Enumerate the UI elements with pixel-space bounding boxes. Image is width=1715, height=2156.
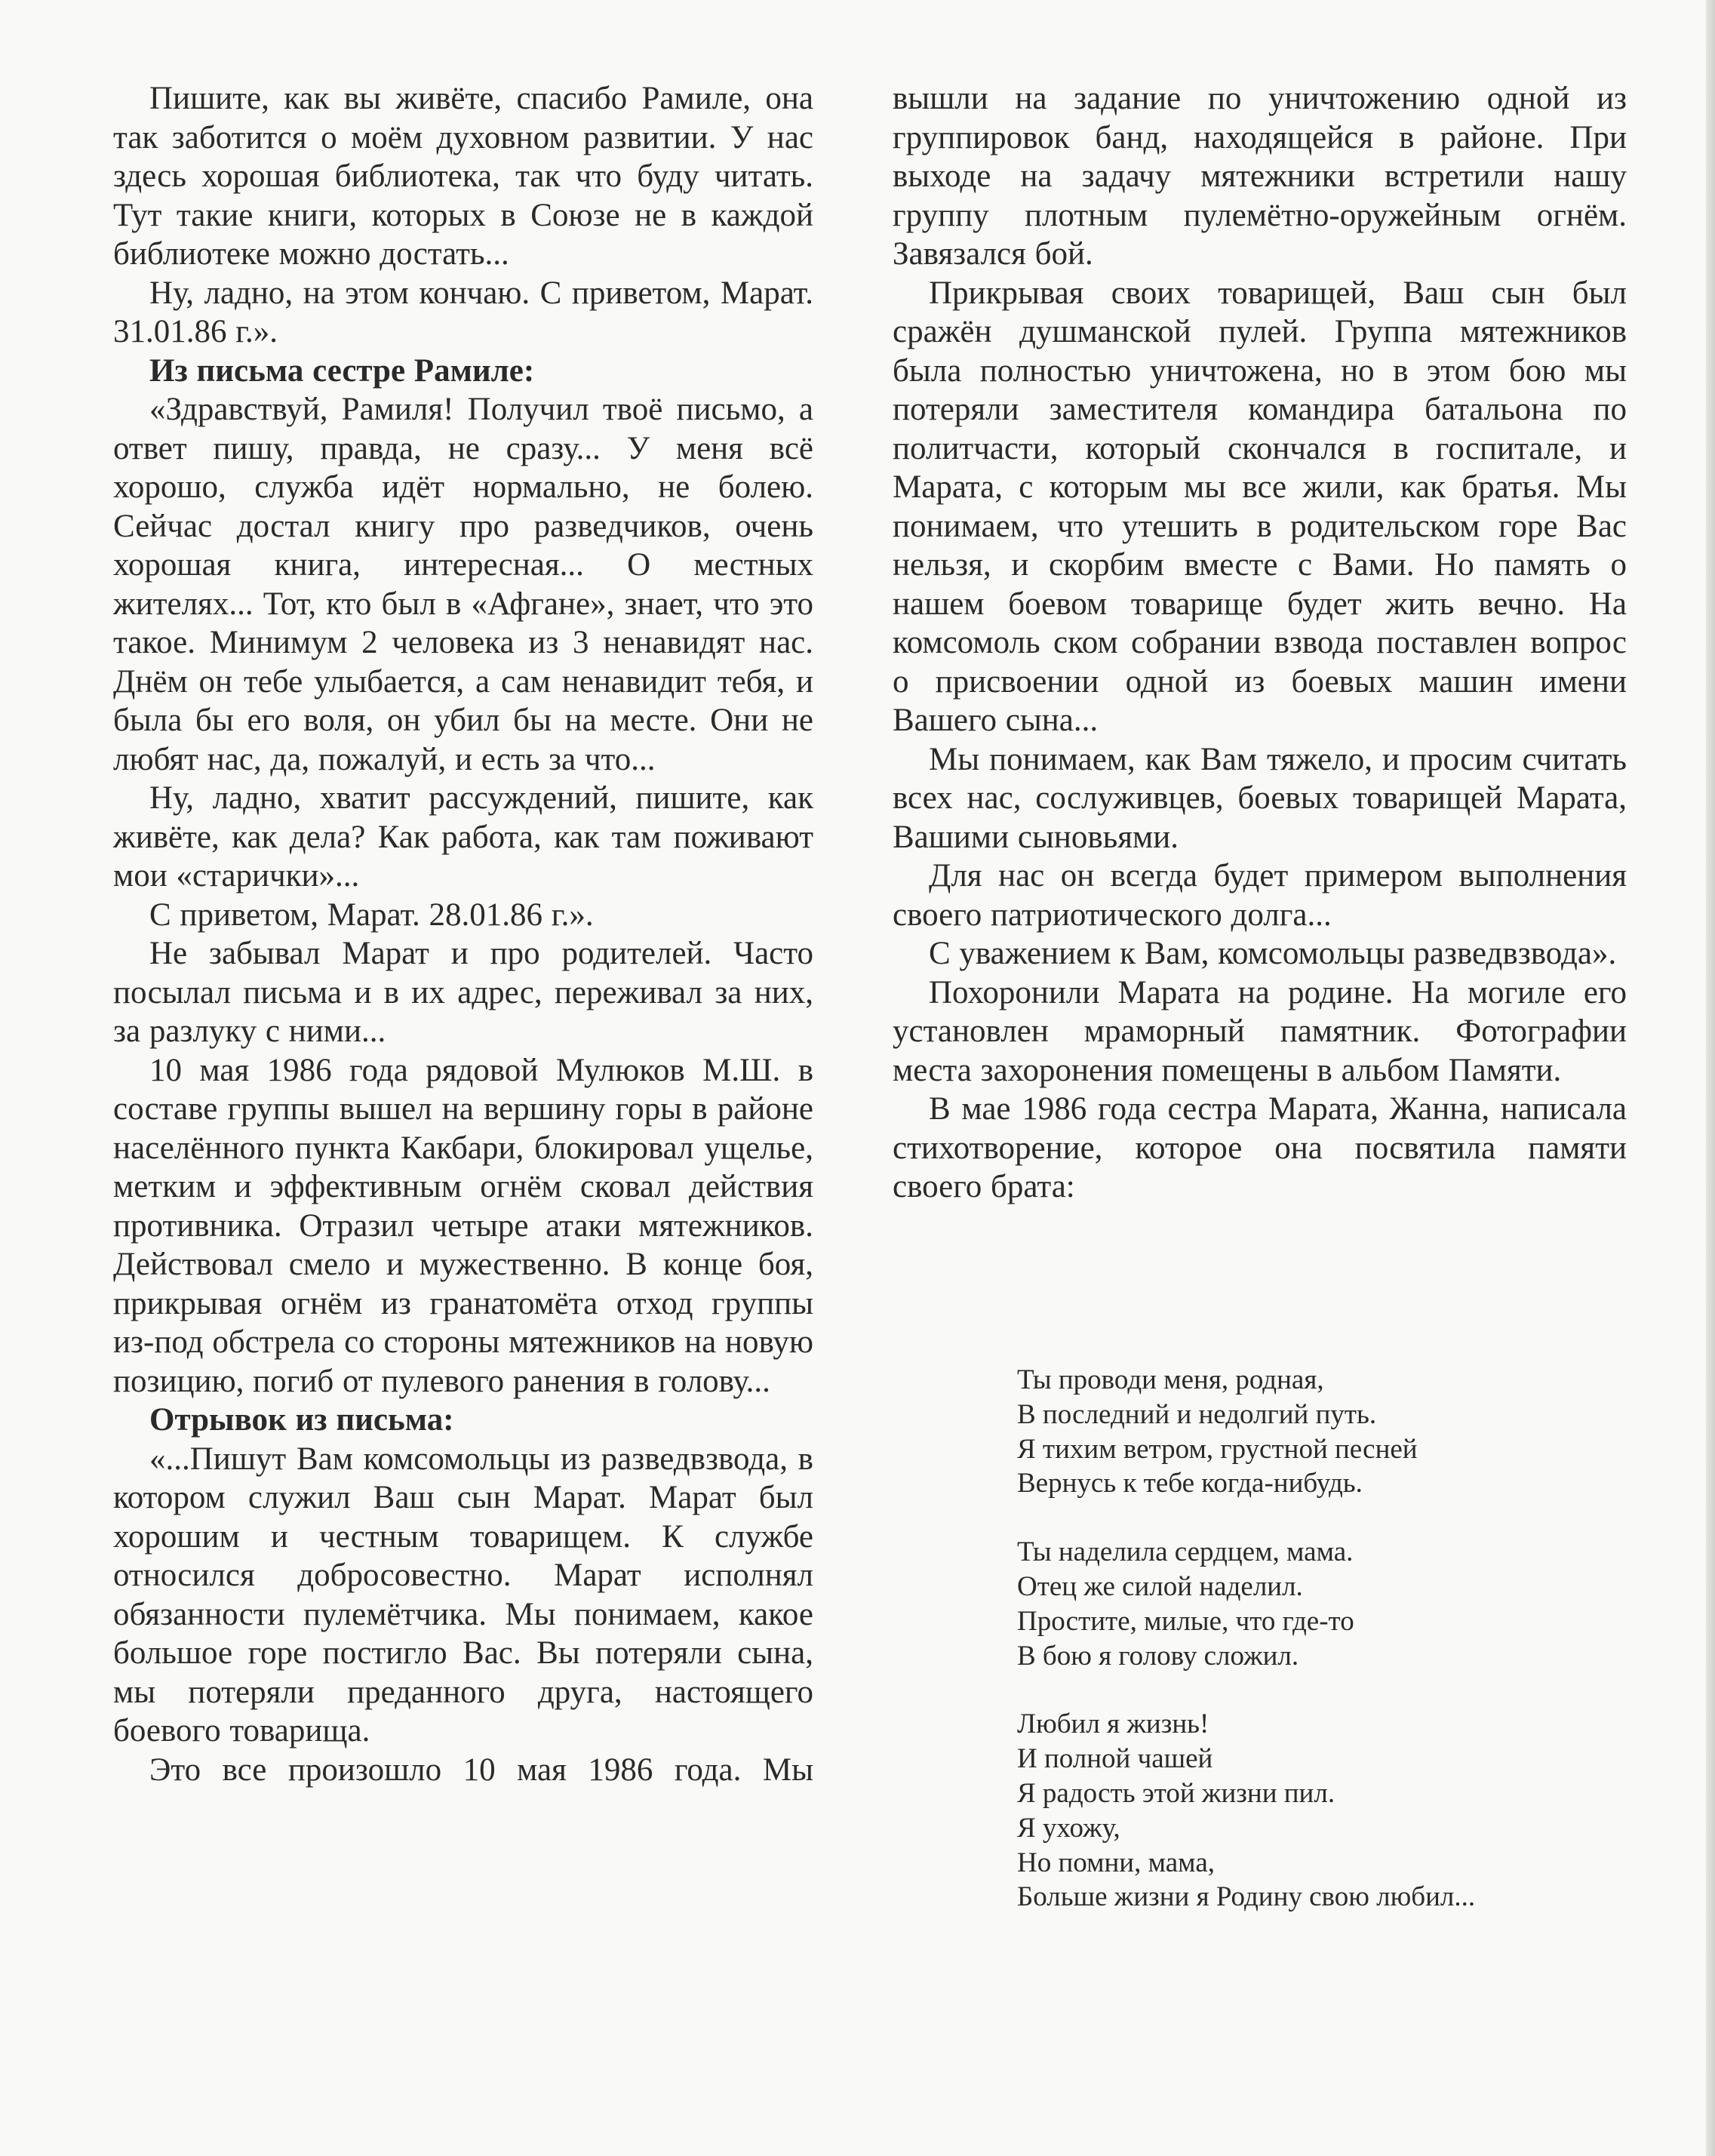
paragraph: вышли на задание по уничтожению одной из группировок банд, находящейся в районе. При выходе на задачу мятежники встретили нашу группу плотным пулемётно-оружейным огнём. Завязался бой. [893,81,1627,272]
poem-line: В бою я голову сложил. [1017,1640,1299,1672]
paragraph: Пишите, как вы живёте, спасибо Рамиле, она так заботится о моём духовном развитии. У нас здесь хорошая библиотека, так что буду читать. Тут такие книги, которых в Союзе не в каждой библиотеке можно достать... [113,81,813,272]
poem-line: Я ухожу, [1017,1812,1120,1844]
paragraph: В мае 1986 года сестра Марата, Жанна, написала стихотворение, которое она посвятила памяти своего брата: [893,1091,1627,1204]
paragraph: Ну, ладно, хватит рассуждений, пишите, как живёте, как дела? Как работа, как там поживают мои «старички»... [113,780,813,893]
poem [1017,1363,1621,1948]
right-column [893,79,1627,1207]
poem-line: Я тихим ветром, грустной песней [1017,1433,1418,1465]
poem-line: Я радость этой жизни пил. [1017,1777,1335,1809]
poem-line: В последний и недолгий путь. [1017,1398,1377,1430]
paragraph: «Здравствуй, Рамиля! Получил твоё письмо, а ответ пишу, правда, не сразу... У меня всё хорошо, служба идёт нормально, не болею. Сейчас достал книгу про разведчиков, очень хорошая книга, интересная... О местных жителях... Тот, кто был в «Афгане», знает, что это такое. Минимум 2 человека из 3 ненавидят нас. Днём он тебе улыбается, а сам ненавидит тебя, и была бы его воля, он убил бы на месте. Они не любят нас, да, пожалуй, и есть за что... [113,392,813,777]
paragraph: С приветом, Марат. 28.01.86 г.». [149,897,594,933]
paragraph: С уважением к Вам, комсомольцы разведвзвода». [929,936,1617,971]
section-heading: Из письма сестре Рамиле: [149,352,535,389]
paragraph: 10 мая 1986 года рядовой Мулюков М.Ш. в составе группы вышел на вершину горы в районе населённого пункта Какбари, блокировал ущелье, метким и эффективным огнём сковал действия противника. Отразил четыре атаки мятежников. Действовал смело и мужественно. В конце боя, прикрывая огнём из гранатомёта отход группы из-под обстрела со стороны мятежников на новую позицию, погиб от пулевого ранения в голову... [113,1052,813,1399]
paragraph: Прикрывая своих товарищей, Ваш сын был сражён душманской пулей. Группа мятежников была полностью уничтожена, но в этом бою мы потеряли заместителя командира батальона по политчасти, который скончался в госпитале, и Марата, с которым мы все жили, как братья. Мы понимаем, что утешить в родительском горе Вас нельзя, и скорбим вместе с Вами. Но память о нашем боевом товарище будет жить вечно. На комсомоль ском собрании взвода поставлен вопрос о присвоении одной из боевых машин имени Вашего сына... [893,275,1627,738]
poem-line: Вернусь к тебе когда-нибудь. [1017,1468,1363,1499]
paragraph: Ну, ладно, на этом кончаю. С приветом, Марат. 31.01.86 г.». [113,275,813,349]
paragraph: Это все произошло 10 мая 1986 года. Мы [149,1752,813,1788]
poem-line: Отец же силой наделил. [1017,1570,1303,1602]
poem-line: Больше жизни я Родину свою любил... [1017,1881,1476,1913]
paragraph: «...Пишут Вам комсомольцы из разведвзвода, в котором служил Ваш сын Марат. Марат был хорошим и честным товарищем. К службе относился добросовестно. Марат исполнял обязанности пулемётчика. Мы понимаем, какое большое горе постигло Вас. Вы потеряли сына, мы потеряли преданного друга, настоящего боевого товарища. [113,1441,813,1748]
paragraph: Похоронили Марата на родине. На могиле его установлен мраморный памятник. Фотографии места захоронения помещены в альбом Памяти. [893,974,1627,1088]
left-column [113,79,813,1789]
poem-stanza [1017,1363,1621,1501]
poem-line: И полной чашей [1017,1743,1213,1775]
paragraph: Для нас он всегда будет примером выполнения своего патриотического долга... [893,858,1627,933]
poem-line: Ты проводи меня, родная, [1017,1364,1324,1395]
poem-stanza [1017,1707,1621,1915]
poem-line: Но помни, мама, [1017,1847,1215,1878]
paragraph: Мы понимаем, как Вам тяжело, и просим считать всех нас, сослуживцев, боевых товарищей Марата, Вашими сыновьями. [893,741,1627,855]
paragraph: Не забывал Марат и про родителей. Часто посылал письма и в их адрес, переживал за них, за разлуку с ними... [113,936,813,1049]
section-heading: Отрывок из письма: [149,1402,454,1438]
poem-line: Любил я жизнь! [1017,1708,1209,1740]
poem-stanza [1017,1535,1621,1673]
page-edge [1706,0,1715,2156]
poem-line: Ты наделила сердцем, мама. [1017,1536,1354,1568]
poem-line: Простите, милые, что где-то [1017,1605,1354,1637]
